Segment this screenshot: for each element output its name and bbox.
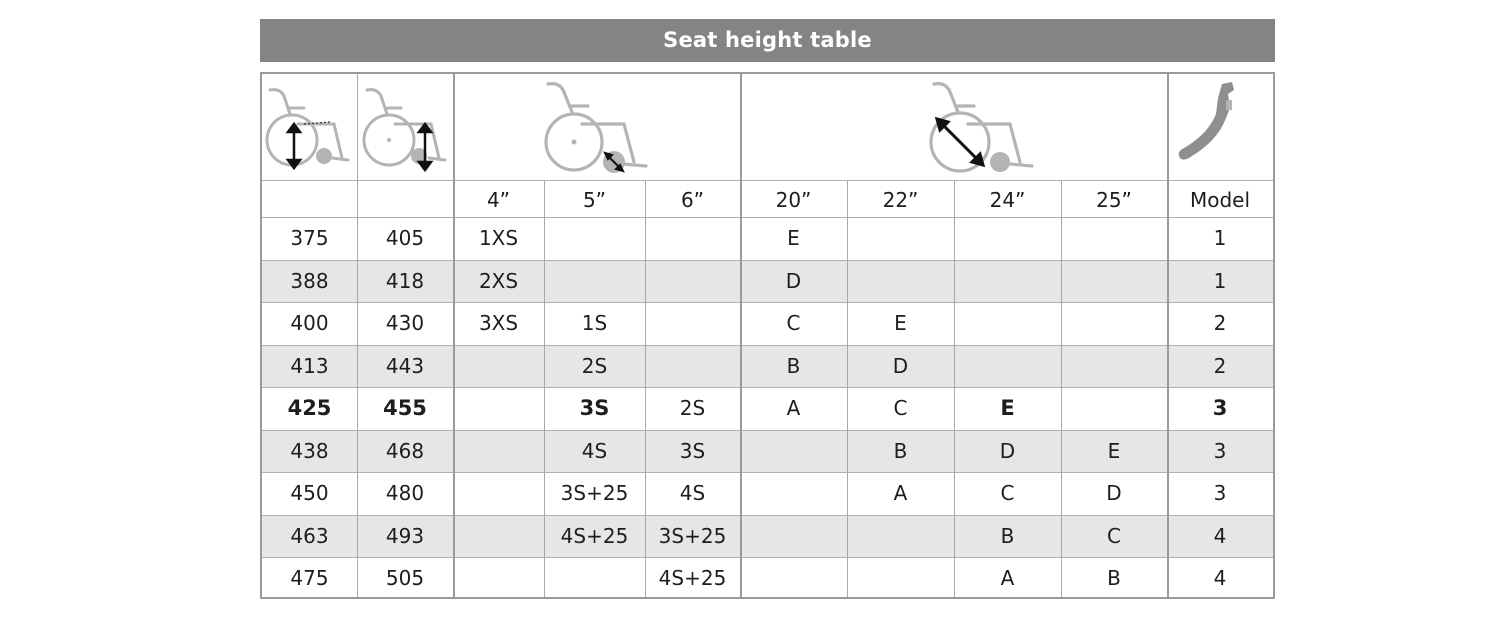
- table-cell: A: [1000, 566, 1015, 590]
- table-cell: 425: [287, 396, 332, 420]
- table-cell: 443: [385, 353, 425, 378]
- column-header: 25”: [1096, 188, 1132, 212]
- column-header: 4”: [486, 188, 511, 212]
- column-divider: [1167, 74, 1169, 597]
- table-cell: 480: [385, 481, 425, 505]
- table-cell: 4: [1213, 566, 1227, 590]
- row-divider: [262, 472, 1273, 473]
- table-cell: 3: [1213, 481, 1227, 505]
- table-title: Seat height table: [260, 19, 1275, 62]
- table-cell: 475: [290, 566, 329, 590]
- table-cell: 4: [1213, 523, 1227, 548]
- seat-height-rear-icon: [361, 86, 451, 172]
- table-cell: 3XS: [478, 311, 519, 335]
- table-cell: A: [893, 481, 908, 505]
- table-cell: 4S: [679, 481, 706, 505]
- table-cell: C: [1000, 481, 1015, 505]
- table-cell: 4S: [581, 438, 608, 463]
- table-cell: D: [892, 353, 909, 378]
- column-header: 24”: [989, 188, 1026, 212]
- table-cell: 400: [290, 311, 329, 335]
- column-header: 20”: [775, 188, 812, 212]
- table-cell: 1S: [581, 311, 608, 335]
- table-cell: E: [1000, 396, 1015, 420]
- row-divider: [262, 345, 1273, 346]
- table-cell: 3S+25: [560, 481, 629, 505]
- table-cell: 2XS: [478, 268, 519, 293]
- table-cell: 505: [385, 566, 425, 590]
- row-divider: [262, 217, 1273, 218]
- column-header: Model: [1189, 188, 1251, 212]
- table-cell: 455: [383, 396, 427, 420]
- table-cell: 413: [290, 353, 329, 378]
- table-cell: 3S: [679, 438, 706, 463]
- row-divider: [262, 302, 1273, 303]
- table-cell: B: [1107, 566, 1121, 590]
- table-cell: D: [999, 438, 1016, 463]
- table-cell: 2: [1213, 311, 1227, 335]
- table-cell: 468: [385, 438, 425, 463]
- column-divider: [357, 74, 358, 597]
- fork-model-icon: [1172, 78, 1262, 174]
- column-header: 22”: [882, 188, 919, 212]
- column-divider: [740, 74, 742, 597]
- table-cell: C: [893, 396, 908, 420]
- rear-wheel-size-icon: [928, 80, 1038, 176]
- table-cell: 375: [290, 226, 329, 250]
- table-cell: E: [787, 226, 800, 250]
- column-header: 5”: [582, 188, 607, 212]
- table-cell: C: [1107, 523, 1121, 548]
- table-cell: D: [1106, 481, 1122, 505]
- seat-height-front-icon: [264, 86, 354, 172]
- table-cell: 1: [1213, 268, 1227, 293]
- table-cell: 438: [290, 438, 329, 463]
- row-divider: [262, 260, 1273, 261]
- table-cell: B: [786, 353, 801, 378]
- table-cell: 1: [1213, 226, 1227, 250]
- table-cell: A: [786, 396, 801, 420]
- column-header: 6”: [680, 188, 705, 212]
- table-cell: 4S+25: [658, 566, 727, 590]
- table-cell: 405: [385, 226, 425, 250]
- table-cell: 430: [385, 311, 425, 335]
- table-cell: 3: [1213, 438, 1227, 463]
- table-cell: 3S+25: [658, 523, 727, 548]
- table-cell: B: [1000, 523, 1015, 548]
- table-cell: 418: [385, 268, 425, 293]
- table-cell: 2: [1213, 353, 1227, 378]
- row-divider: [262, 387, 1273, 388]
- table-cell: 1XS: [478, 226, 519, 250]
- table-cell: D: [785, 268, 802, 293]
- seat-height-table: [260, 72, 1275, 599]
- table-cell: 2S: [581, 353, 608, 378]
- castor-size-icon: [542, 80, 652, 176]
- table-cell: 493: [385, 523, 425, 548]
- table-cell: E: [894, 311, 907, 335]
- row-divider: [262, 430, 1273, 431]
- row-divider: [262, 515, 1273, 516]
- table-cell: E: [1107, 438, 1121, 463]
- table-cell: 3S: [579, 396, 610, 420]
- column-divider: [453, 74, 455, 597]
- row-divider: [262, 180, 1273, 181]
- row-divider: [262, 557, 1273, 558]
- column-divider: [847, 180, 848, 597]
- table-cell: 4S+25: [560, 523, 629, 548]
- table-cell: 2S: [679, 396, 706, 420]
- table-cell: 388: [290, 268, 329, 293]
- table-cell: 463: [290, 523, 329, 548]
- table-cell: 450: [290, 481, 329, 505]
- table-cell: B: [893, 438, 908, 463]
- table-cell: 3: [1212, 396, 1228, 420]
- table-cell: C: [786, 311, 801, 335]
